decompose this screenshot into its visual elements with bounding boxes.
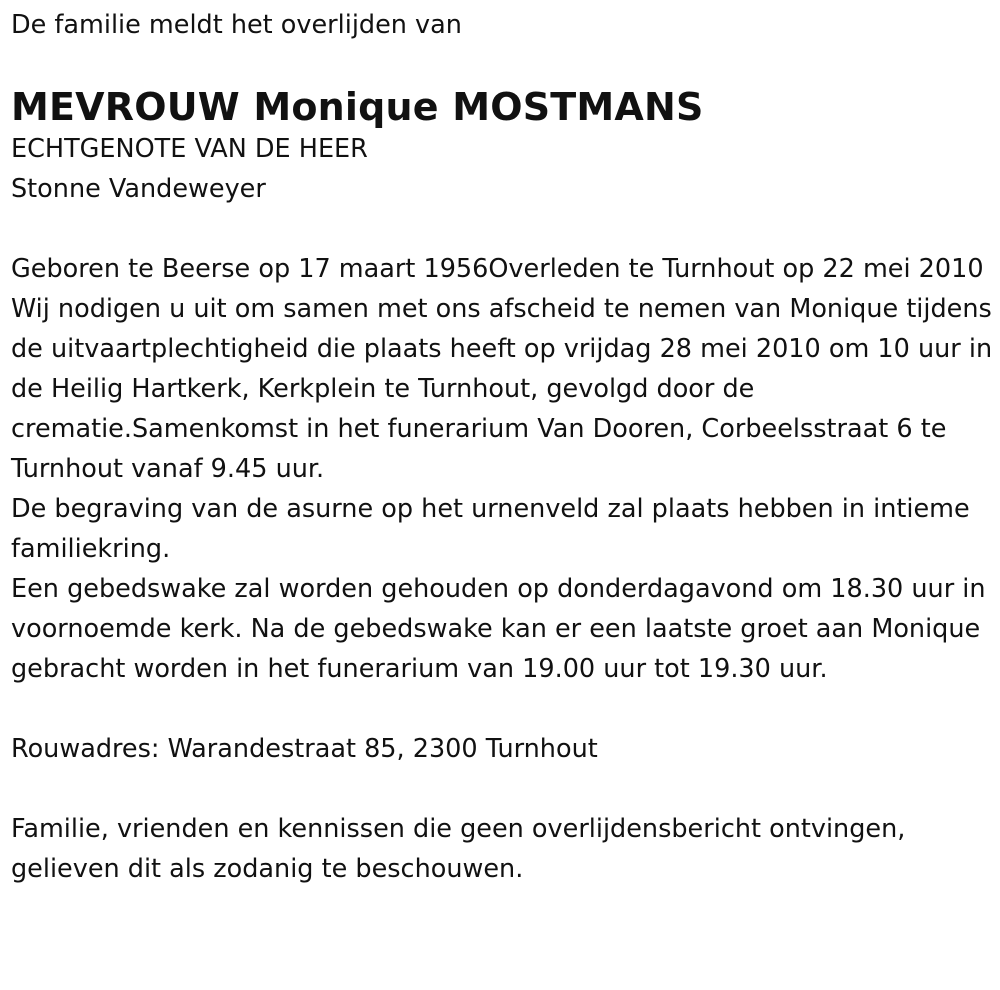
- birth-death-dates: Geboren te Beerse op 17 maart 1956Overleden te Turnhout op 22 mei 2010: [11, 254, 984, 284]
- spacer: [11, 689, 996, 729]
- intro-text: De familie meldt het overlijden van: [11, 10, 462, 40]
- spouse-label: ECHTGENOTE VAN DE HEER: [11, 134, 368, 164]
- burial-paragraph: De begraving van de asurne op het urnenveld zal plaats hebben in intieme familiekring.: [11, 494, 970, 564]
- spacer: [11, 769, 996, 809]
- death-notice: [11, 5, 996, 889]
- spacer: [11, 209, 996, 249]
- spouse-name: Stonne Vandeweyer: [11, 174, 266, 204]
- wake-paragraph: Een gebedswake zal worden gehouden op donderdagavond om 18.30 uur in voornoemde kerk. Na de gebedswake kan er een laatste groet aan Monique gebracht worden in het funerarium van 19.00 uur tot 19.30 uur.: [11, 574, 986, 684]
- mourning-address: Rouwadres: Warandestraat 85, 2300 Turnhout: [11, 734, 598, 764]
- closing-paragraph: Familie, vrienden en kennissen die geen overlijdensbericht ontvingen, gelieven dit als zodanig te beschouwen.: [11, 814, 906, 884]
- deceased-name: MEVROUW Monique MOSTMANS: [11, 85, 704, 129]
- spacer: [11, 45, 996, 85]
- ceremony-paragraph: Wij nodigen u uit om samen met ons afscheid te nemen van Monique tijdens de uitvaartplechtigheid die plaats heeft op vrijdag 28 mei 2010 om 10 uur in de Heilig Hartkerk, Kerkplein te Turnhout, gevolgd door de crematie.Samenkomst in het funerarium Van Dooren, Corbeelsstraat 6 te Turnhout vanaf 9.45 uur.: [11, 294, 993, 484]
